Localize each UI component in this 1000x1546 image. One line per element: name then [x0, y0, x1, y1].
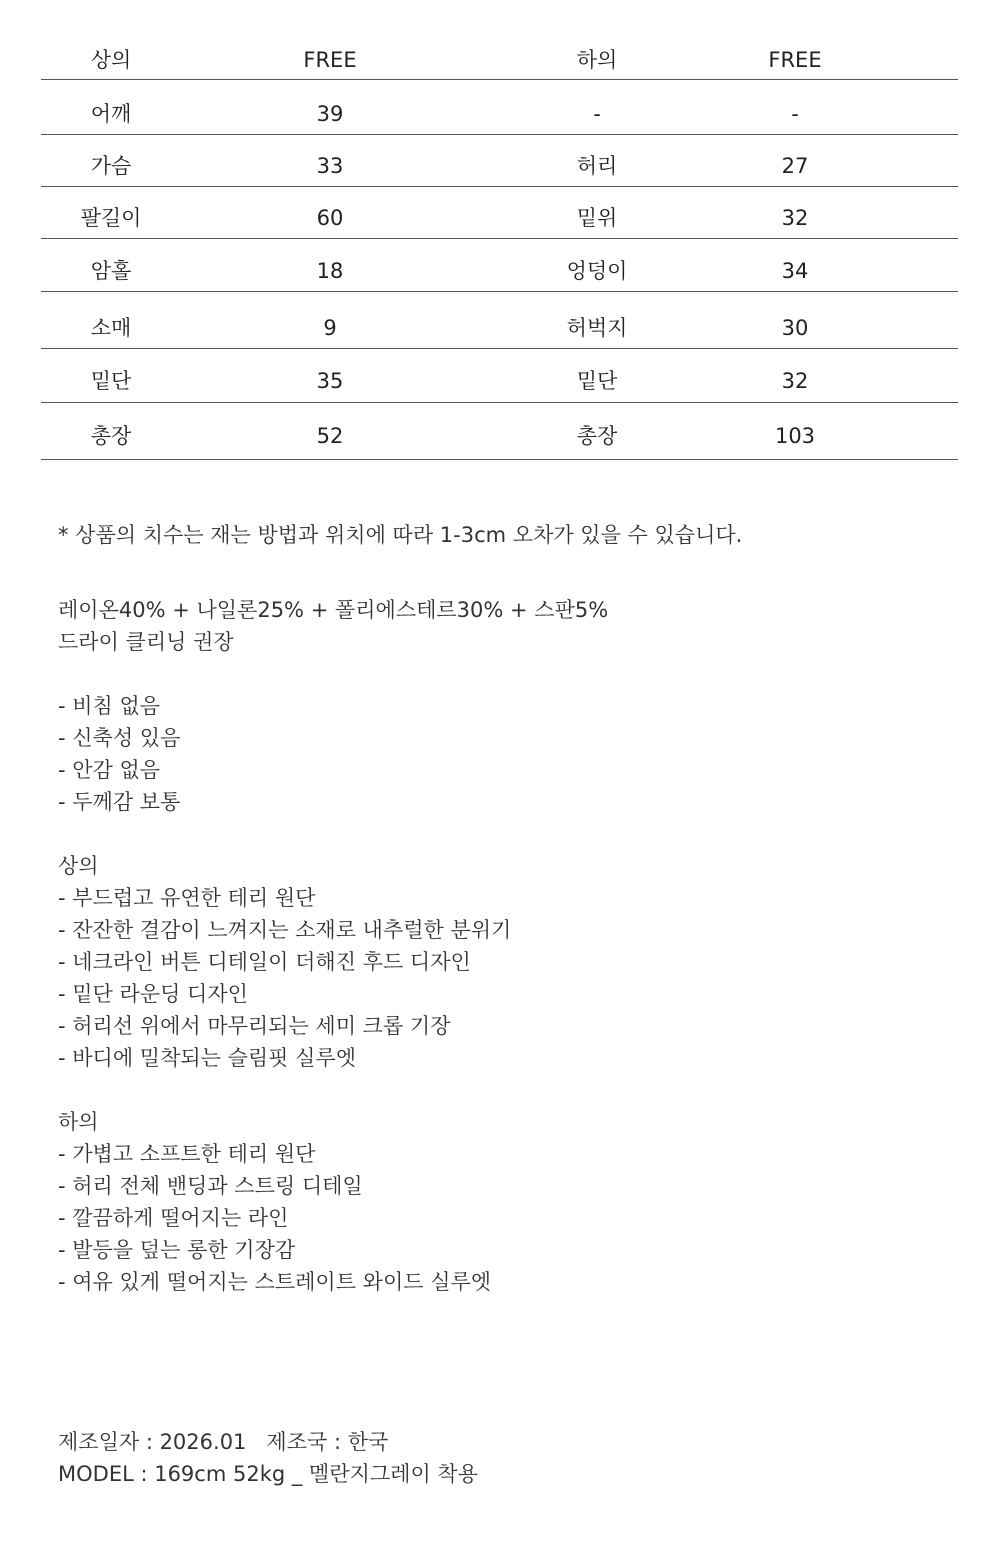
top-label: 소매: [90, 316, 132, 340]
list-item: - 밑단 라운딩 디자인: [58, 982, 248, 1006]
bottom-value: -: [791, 102, 799, 126]
section-title: 하의: [58, 1110, 99, 1134]
bottom-label: -: [593, 102, 601, 126]
bottom-value: 34: [781, 259, 809, 283]
bottom-value: 32: [781, 206, 809, 230]
table-divider: [41, 238, 958, 239]
fabric-properties: [58, 690, 180, 818]
bottom-value: 27: [781, 154, 809, 178]
list-item: - 허리선 위에서 마무리되는 세미 크롭 기장: [58, 1014, 451, 1038]
header-bottom-label: 하의: [576, 48, 618, 72]
list-item: - 신축성 있음: [58, 726, 181, 750]
table-divider: [41, 402, 958, 403]
header-bottom-size: FREE: [768, 48, 822, 72]
bottom-label: 허벅지: [566, 316, 628, 340]
header-top-size: FREE: [303, 48, 357, 72]
list-item: - 발등을 덮는 롱한 기장감: [58, 1238, 296, 1262]
table-divider: [41, 348, 958, 349]
table-divider: [41, 186, 958, 187]
table-divider: [41, 291, 958, 292]
table-divider: [41, 134, 958, 135]
list-item: - 잔잔한 결감이 느껴지는 소재로 내추럴한 분위기: [58, 918, 512, 942]
top-label: 팔길이: [80, 206, 142, 230]
model-info: [58, 1458, 478, 1490]
bottom-label: 허리: [576, 154, 618, 178]
measurement-note: [58, 519, 742, 551]
list-item: - 가볍고 소프트한 테리 원단: [58, 1142, 316, 1166]
top-label: 밑단: [90, 369, 132, 393]
list-item: - 여유 있게 떨어지는 스트레이트 와이드 실루엣: [58, 1270, 492, 1294]
bottom-value: 32: [781, 369, 809, 393]
bottom-label: 총장: [576, 424, 618, 448]
bottom-label: 밑위: [576, 206, 618, 230]
top-value: 9: [323, 316, 337, 340]
list-item: - 허리 전체 밴딩과 스트링 디테일: [58, 1174, 363, 1198]
list-item: - 바디에 밀착되는 슬림핏 실루엣: [58, 1046, 356, 1070]
section-title: 상의: [58, 854, 99, 878]
care-instruction: 드라이 클리닝 권장: [58, 630, 234, 654]
top-label: 암홀: [90, 259, 132, 283]
table-divider: [41, 79, 958, 80]
fabric-composition: 레이온40% + 나일론25% + 폴리에스테르30% + 스판5%: [58, 598, 609, 622]
top-value: 35: [316, 369, 344, 393]
top-value: 60: [316, 206, 344, 230]
header-top-label: 상의: [90, 48, 132, 72]
list-item: - 부드럽고 유연한 테리 원단: [58, 886, 316, 910]
bottom-value: 103: [774, 424, 816, 448]
top-value: 18: [316, 259, 344, 283]
list-item: - 네크라인 버튼 디테일이 더해진 후드 디자인: [58, 950, 471, 974]
model-text: MODEL : 169cm 52kg _ 멜란지그레이 착용: [58, 1462, 478, 1486]
list-item: - 깔끔하게 떨어지는 라인: [58, 1206, 289, 1230]
bottom-label: 엉덩이: [566, 259, 628, 283]
manufacture-text: 제조일자 : 2026.01 제조국 : 한국: [58, 1430, 389, 1454]
note-text: * 상품의 치수는 재는 방법과 위치에 따라 1-3cm 오차가 있을 수 있습니다.: [58, 523, 743, 547]
bottom-description: [58, 1106, 491, 1298]
top-value: 33: [316, 154, 344, 178]
bottom-value: 30: [781, 316, 809, 340]
top-label: 어깨: [90, 102, 132, 126]
list-item: - 안감 없음: [58, 758, 161, 782]
bottom-label: 밑단: [576, 369, 618, 393]
fabric-info: [58, 594, 608, 658]
list-item: - 비침 없음: [58, 694, 161, 718]
top-label: 가슴: [90, 154, 132, 178]
top-label: 총장: [90, 424, 132, 448]
top-description: [58, 850, 511, 1074]
top-value: 39: [316, 102, 344, 126]
top-value: 52: [316, 424, 344, 448]
table-divider: [41, 459, 958, 460]
list-item: - 두께감 보통: [58, 790, 181, 814]
